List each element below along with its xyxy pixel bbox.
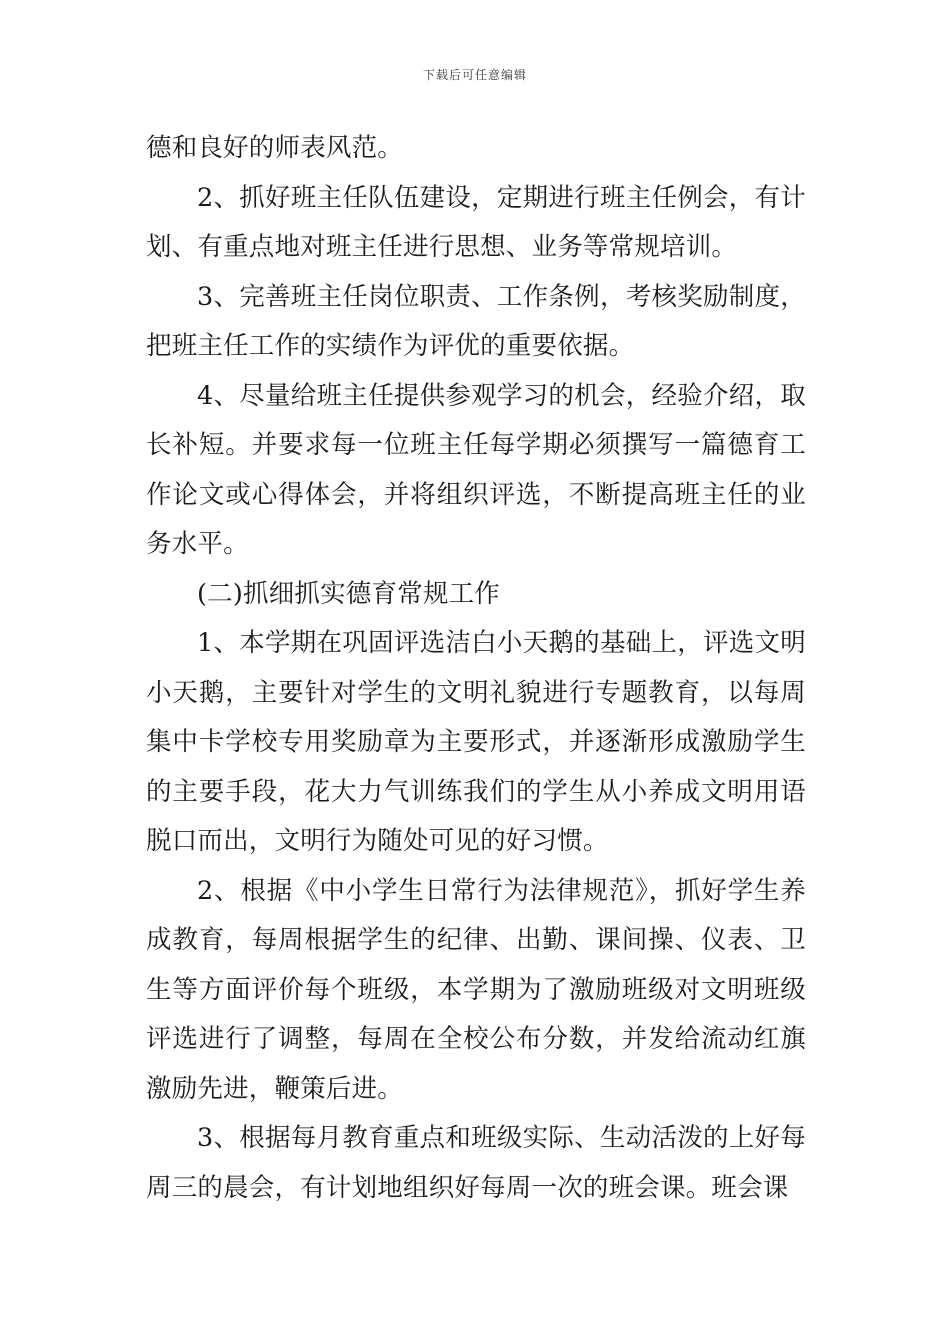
section-heading: (二)抓细抓实德育常规工作 [197, 578, 500, 609]
paragraph-routine-3: 3、根据每月教育重点和班级实际、生动活泼的上好每周三的晨会，有计划地组织好每周一次的班会课。班会课 [146, 1123, 806, 1203]
document-body [146, 124, 806, 1213]
page-header: 下载后可任意编辑 [422, 68, 527, 82]
paragraph-item-4: 4、尽量给班主任提供参观学习的机会，经验介绍，取长补短。并要求每一位班主任每学期必须撰写一篇德育工作论文或心得体会，并将组织评选，不断提高班主任的业务水平。 [146, 380, 806, 559]
paragraph-routine-2: 2、根据《中小学生日常行为法律规范》，抓好学生养成教育，每周根据学生的纪律、出勤、课间操、仪表、卫生等方面评价每个班级，本学期为了激励班级对文明班级评选进行了调整，每周在全校公布分数，并发给流动红旗激励先进，鞭策后进。 [146, 875, 806, 1104]
paragraph-continuation: 德和良好的师表风范。 [146, 133, 404, 163]
paragraph-item-3: 3、完善班主任岗位职责、工作条例，考核奖励制度，把班主任工作的实绩作为评优的重要依据。 [146, 281, 806, 361]
paragraph-routine-1: 1、本学期在巩固评选洁白小天鹅的基础上，评选文明小天鹅，主要针对学生的文明礼貌进行专题教育，以每周集中卡学校专用奖励章为主要形式，并逐渐形成激励学生的主要手段，花大力气训练我们的学生从小养成文明用语脱口而出，文明行为随处可见的好习惯。 [146, 628, 806, 856]
paragraph-item-2: 2、抓好班主任队伍建设，定期进行班主任例会，有计划、有重点地对班主任进行思想、业务等常规培训。 [146, 182, 806, 262]
